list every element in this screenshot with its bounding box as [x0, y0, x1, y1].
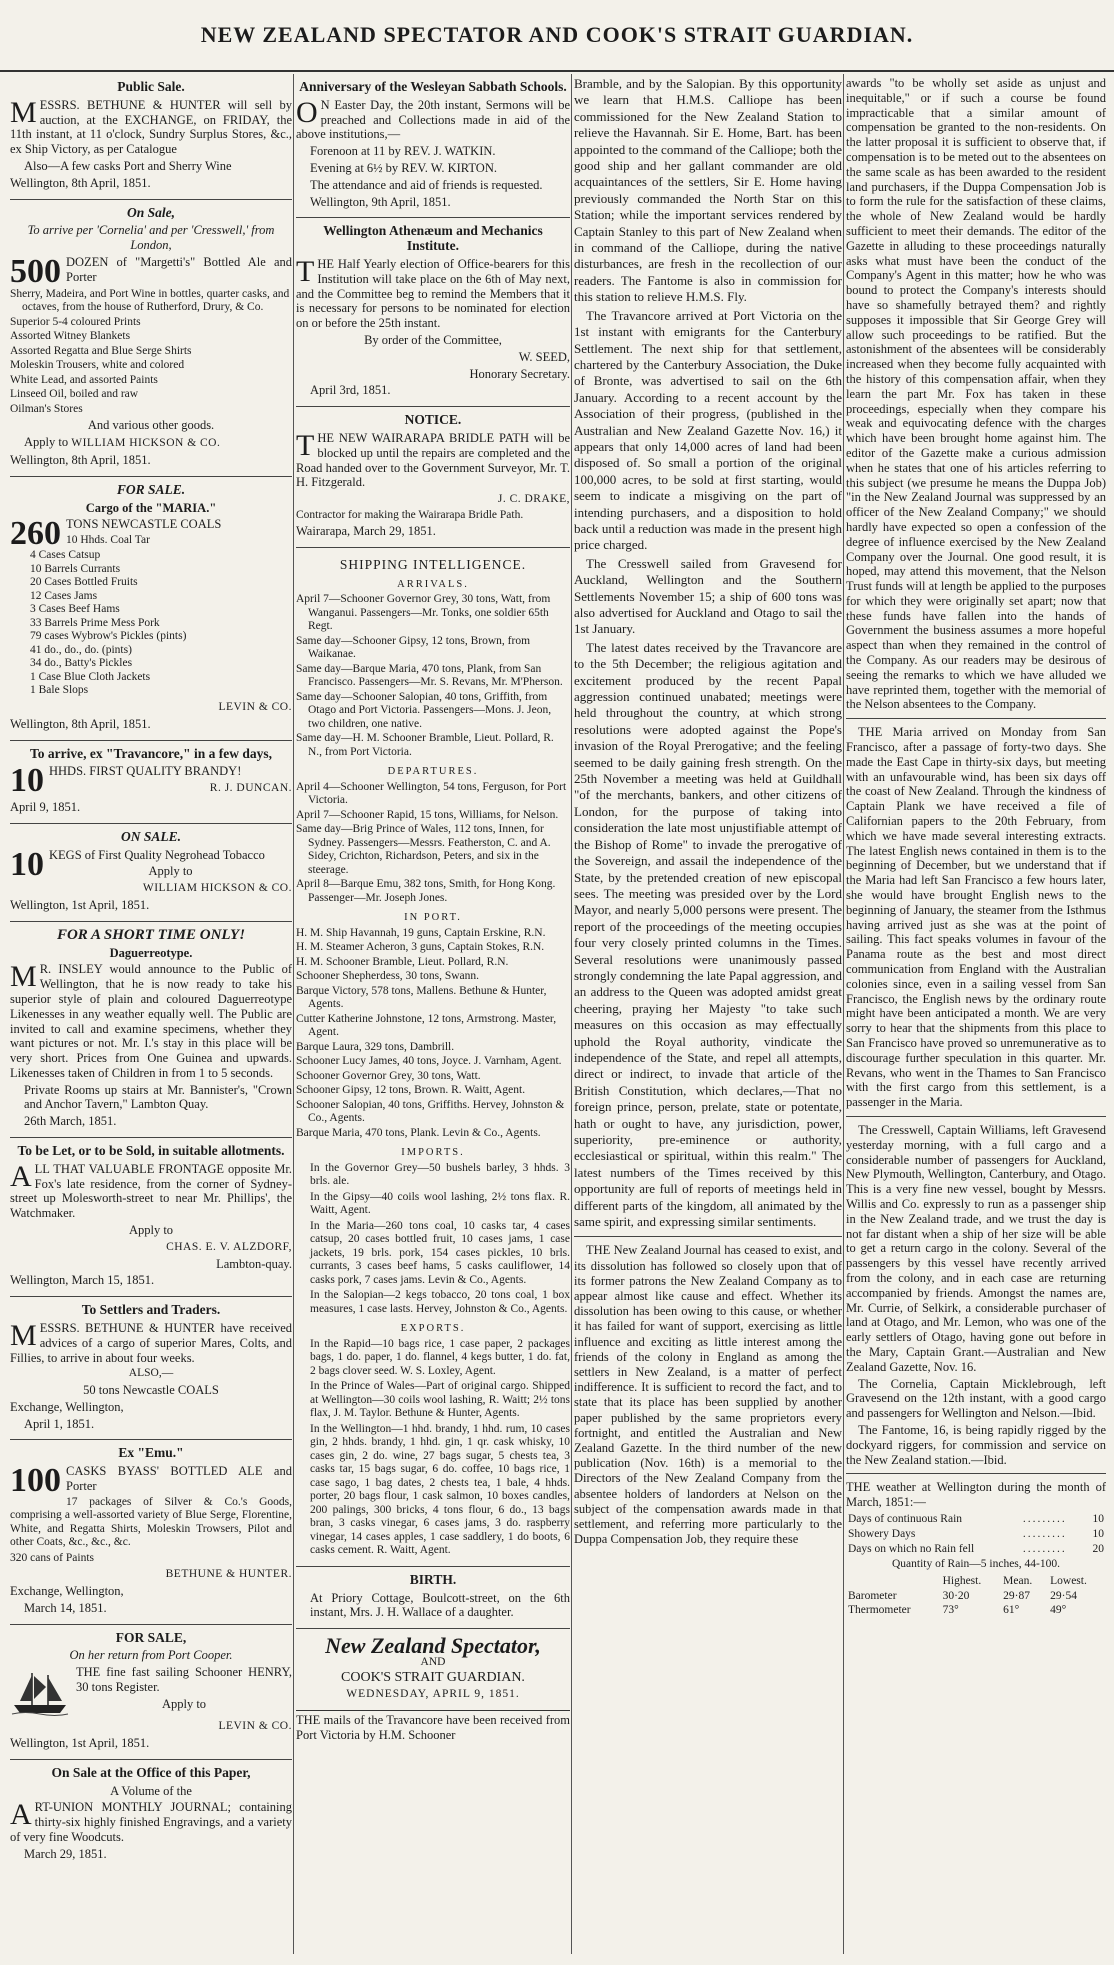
- ad-date: Wellington, 8th April, 1851.: [10, 716, 151, 731]
- ad-date: Wellington, 8th April, 1851.: [10, 453, 151, 468]
- ad-maria-cargo: [10, 477, 292, 741]
- apply-label: Apply to: [128, 1223, 174, 1238]
- shipping-entry: April 8—Barque Emu, 382 tons, Smith, for Hong Kong. Passenger—Mr. Joseph Jones.: [296, 878, 556, 904]
- ad-title: On Sale at the Office of this Paper,: [51, 1764, 251, 1780]
- agent-name: WILLIAM HICKSON & CO.: [142, 882, 292, 895]
- agent-address: Lambton-quay.: [216, 1256, 292, 1271]
- list-item: Superior 5-4 coloured Prints: [10, 315, 141, 328]
- agent-name: CHAS. E. V. ALZDORF,: [166, 1240, 292, 1253]
- shipping-entry: Schooner Salopian, 40 tons, Griffiths. Hervey, Johnston & Co., Agents.: [296, 1098, 565, 1125]
- divider: [846, 1116, 1106, 1117]
- ad-body: THE fine fast sailing Schooner HENRY, 30 tons Register.: [76, 1665, 292, 1694]
- shipping-entry: April 7—Schooner Rapid, 15 tons, Williams, for Nelson.: [296, 808, 559, 821]
- nameplate: [296, 1629, 570, 1711]
- editorial-text: THE mails of the Travancore have been received from Port Victoria by H.M. Schooner: [296, 1712, 570, 1742]
- ad-title: FOR A SHORT TIME ONLY!: [56, 926, 246, 943]
- divider: [846, 1473, 1106, 1474]
- ad-schooner-henry: [10, 1625, 292, 1760]
- shipping-entry: In the Governor Grey—50 bushels barley, 3 hhds. 3 brls. ale.: [310, 1161, 570, 1188]
- divider: [846, 718, 1106, 719]
- agent-name: R. J. DUNCAN.: [209, 782, 292, 795]
- editorial-text: The Cornelia, Captain Micklebrough, left Gravesend on the 12th instant, with a good cargo and passengers for Wellington and Nelson.—Ibid.: [846, 1376, 1106, 1421]
- column-rule: [571, 74, 572, 1954]
- column-header: Lowest.: [1050, 1574, 1087, 1587]
- weather-label: Days on which no Rain fell: [848, 1542, 975, 1555]
- weather-label: Showery Days: [848, 1527, 916, 1540]
- divider: [574, 1236, 842, 1237]
- reading-value: 49°: [1050, 1604, 1067, 1617]
- dropcap: M: [10, 95, 37, 129]
- ad-body: At Priory Cottage, Boulcott-street, on the 6th instant, Mrs. J. H. Wallace of a daughter.: [310, 1590, 570, 1620]
- list-item: 1 Case Blue Cloth Jackets: [30, 670, 151, 683]
- ad-subtitle: Daguerreotype.: [109, 945, 193, 960]
- ad-title: Public Sale.: [117, 79, 185, 94]
- dropcap: A: [10, 1798, 32, 1832]
- item-list: [10, 288, 292, 417]
- nameplate-subtitle: COOK'S STRAIT GUARDIAN.: [341, 1670, 525, 1686]
- shipping-entry: Schooner Shepherdess, 30 tons, Swann.: [296, 970, 480, 983]
- issue-date: WEDNESDAY, APRIL 9, 1851.: [346, 1688, 520, 1701]
- ad-public-sale: [10, 74, 292, 200]
- list-item: 10 Barrels Currants: [30, 562, 121, 575]
- ad-art-union: [10, 1760, 292, 1870]
- ad-title: BIRTH.: [409, 1571, 457, 1587]
- reading-value: 29·54: [1050, 1589, 1077, 1602]
- ad-note: 50 tons Newcastle COALS: [83, 1382, 219, 1397]
- list-item: White Lead, and assorted Paints: [10, 373, 158, 386]
- table-row: [846, 1603, 1106, 1618]
- column-rule: [293, 74, 294, 1954]
- editorial-text: The Travancore arrived at Port Victoria on the 1st instant with emigrants for the Canterbury Settlement. The next ship for that settlement, chartered by the Canterbury Association, the Duke of Bronte, was advertised to sail on the 6th January. According to a recent account by the Association of their progress, (published in the Australian and New Zealand Gazette Nov. 16,) it appears that only 14,000 acres of land had been disposed of. So small a portion of the original 100,000 acres, to be sold at first starting, would seem to indicate a misgiving on the part of intending purchasers, and a disposition to hold back until a reduction was made in the present high price charged.: [574, 307, 842, 553]
- list-item: 1 Bale Slops: [30, 684, 89, 697]
- weather-intro: THE weather at Wellington during the month of March, 1851:—: [846, 1480, 1106, 1510]
- editorial-text: Bramble, and by the Salopian. By this opportunity we learn that H.M.S. Calliope has been commissioned for the New Zealand Station to relieve the Havannah. Sir E. Home, Bart. has been appointed to the command of the Calliope; both the good ship and her gallant commander are old acquaintances of the settlers, Sir E. Home having previously commanded the North Star on this Station; while the important services rendered by Captain Stanley to this part of New Zealand when in command of the Calliope, during the native disturbances, are fresh in the recollection of our readers. The Fantome is also in commission for this station to relieve H.M.S. Fly.: [574, 76, 842, 305]
- ad-date: March 29, 1851.: [24, 1846, 107, 1861]
- ad-lead: TONS NEWCASTLE COALS: [66, 517, 222, 532]
- shipping-entry: Schooner Gipsy, 12 tons, Brown. R. Waitt, Agent.: [296, 1084, 526, 1097]
- editorial-text: The Cresswell, Captain Williams, left Gravesend yesterday morning, with a full cargo and a considerable number of passengers for Auckland, New Plymouth, Wellington, Canterbury, and Otago. This is a very fine new vessel, bought by Messrs. Willis and Co. expressly to run as a passenger ship in the New Zealand trade, and we trust the day is not far distant when a ship of her size will be able to get a return cargo in the colony. Several of the passengers by this vessel have recently arrived from the colony, and in each case are returning accompanied by friends. Amongst the names are, Mr. Currie, of Selkirk, a considerable purchaser of land at Otago, and Mr. Lemon, who was one of the early settlers of Otago, having gone out before in the Mary, Captain Grant.—Australian and New Zealand Gazette, Nov. 16.: [846, 1122, 1106, 1374]
- ad-note: 320 cans of Paints: [10, 1551, 95, 1564]
- weather-days-table: [846, 1512, 1106, 1556]
- column-3: [574, 74, 842, 1954]
- rain-quantity: Quantity of Rain—5 inches, 44-100.: [891, 1558, 1060, 1571]
- ad-title: FOR SALE.: [116, 481, 186, 497]
- reading-value: 29·87: [1003, 1589, 1030, 1602]
- ad-subtitle: Cargo of the "MARIA.": [85, 500, 217, 515]
- signatory-role: Contractor for making the Wairarapa Bridle Path.: [296, 508, 524, 521]
- shipping-entry: April 4—Schooner Wellington, 54 tons, Ferguson, for Port Victoria.: [296, 780, 567, 807]
- weather-value: 10: [1092, 1512, 1104, 1525]
- list-item: Assorted Witney Blankets: [10, 330, 131, 343]
- shipping-entry: H. M. Steamer Acheron, 3 guns, Captain Stokes, R.N.: [296, 941, 545, 954]
- agent-name: WILLIAM HICKSON & CO.: [71, 437, 221, 450]
- ad-title: Wellington Athenæum and Mechanics Institute.: [323, 223, 543, 254]
- ad-on-sale-ale: [10, 200, 292, 477]
- ad-date: March 14, 1851.: [24, 1600, 107, 1615]
- big-number: 500: [10, 252, 61, 290]
- shipping-entry: In the Gipsy—40 coils wool lashing, 2½ tons flax. R. Waitt, Agent.: [310, 1190, 570, 1217]
- dropcap: T: [296, 428, 315, 462]
- list-item: Sherry, Madeira, and Port Wine in bottles, quarter casks, and octaves, from the house of Rutherford, Drury, & Co.: [10, 287, 290, 314]
- agent-name: BETHUNE & HUNTER.: [165, 1568, 292, 1581]
- ad-date: Wellington, 9th April, 1851.: [310, 194, 451, 209]
- table-row: [846, 1589, 1106, 1604]
- editorial-text: awards "to be wholly set aside as unjust and inequitable," or if such a course be found impracticable that a similar amount of compensation be granted to the non-residents. On the latter proposal it is sufficient to observe that, if compensation is to be meted out to the absentees on the same scale as has been awarded to the resident land purchasers, if the Duppa Compensation Job is to form the rule for the satisfaction of these claims, the whole of New Zealand would be hardly sufficient to meet their demands. The editor of the Gazette in alluding to these proceedings naturally asks what must have been the conduct of the Company's Agent in this matter; how he who was bound to protect the Company's interests should have so shamefully betrayed them? and rightly supposes it impossible that Sir George Grey will allow such proceedings to be ratified. But the astonishment of the absentees will be considerably increased when they become fully acquainted with the history of this compensation affair, when they learn the part Mr. Fox has taken in these proceedings, especially when they compare his weak and equivocating defence with the charges which have been brought home against him. The editor of the Gazette make a curious admission when he states that one of his articles referring to this subject (we presume he means the Duppa Job) "in the New Zealand Journal was suppressed by an officer of the New Zealand Company;" we should hardly have expected so open a confession of the degree of influence exercised by the New Zealand Company over the Journal. One good result, it is hoped, may attend this movement, that the Nelson Trust funds will at length be applied to the purposes for which they were originally set apart; now that these funds have fallen into the hands of Government the business assumes a more hopeful aspect than when they remained in the control of the Company. As our readers may be desirous of seeing the remarks to which we have alluded we have reprinted them, together with the memorial of the Nelson absentees to the Company.: [846, 76, 1106, 712]
- weather-readings-table: [846, 1574, 1106, 1618]
- ad-title: Ex "Emu.": [118, 1445, 184, 1461]
- ad-daguerreotype: [10, 922, 292, 1138]
- ad-date: April 3rd, 1851.: [310, 383, 391, 398]
- masthead: NEW ZEALAND SPECTATOR AND COOK'S STRAIT GUARDIAN.: [0, 0, 1114, 72]
- shipping-entry: Schooner Lucy James, 40 tons, Joyce. J. Varnham, Agent.: [296, 1055, 562, 1068]
- signatory-role: Honorary Secretary.: [469, 366, 570, 381]
- ad-body: LL THAT VALUABLE FRONTAGE opposite Mr. Fox's late residence, from the corner of Sydney-street up Molesworth-street to near Mr. Phillips', the Watchmaker.: [10, 1161, 292, 1221]
- list-item: 12 Cases Jams: [30, 589, 98, 602]
- ad-settlers: [10, 1297, 292, 1440]
- signatory: J. C. DRAKE,: [497, 493, 570, 506]
- reading-value: 30·20: [942, 1589, 970, 1602]
- ad-title: To be Let, or to be Sold, in suitable allotments.: [17, 1143, 285, 1159]
- ad-note: By order of the Committee,: [364, 332, 502, 347]
- shipping-entry: Same day—Schooner Salopian, 40 tons, Griffith, from Otago and Port Victoria. Passengers—Mons. J. Jeon, two children, one native.: [296, 690, 552, 730]
- shipping-entry: Cutter Katherine Johnstone, 12 tons, Armstrong. Master, Agent.: [296, 1012, 557, 1039]
- list-item: Linseed Oil, boiled and raw: [10, 388, 139, 401]
- ad-subtitle: On her return from Port Cooper.: [69, 1648, 233, 1663]
- ad-date: Wellington, 8th April, 1851.: [10, 175, 151, 190]
- sailing-ship-icon: [10, 1667, 70, 1717]
- weather-report: [846, 1480, 1106, 1618]
- ad-title: To Settlers and Traders.: [81, 1302, 221, 1318]
- dropcap: O: [296, 95, 318, 129]
- subsection-title: IMPORTS.: [401, 1147, 465, 1159]
- dropcap: M: [10, 1319, 37, 1353]
- list-item: 10 Hhds. Coal Tar: [66, 534, 150, 547]
- shipping-entry: H. M. Schooner Bramble, Lieut. Pollard, R.N.: [296, 955, 509, 968]
- ad-date: 26th March, 1851.: [24, 1114, 117, 1129]
- big-number: 10: [10, 845, 44, 883]
- editorial-text: THE New Zealand Journal has ceased to exist, and its dissolution has followed so closely upon that of its former patrons the New Zealand Company as to appear almost like cause and effect. Whether its dissolution has been owing to this cause, or whether it has failed for want of support, exercising as little influence and exciting as little interest among the friends of the colony in England as among the settlers in New Zealand, is a matter of perfect indifference. It is sufficient to record the fact, and to state that its place has been supplied by another paper published by the same proprietors every fortnight, and entitled the Australian and New Zealand Gazette. In the third number of the new publication (Nov. 16th) is a memorial to the Directors of the New Zealand Company from the absentee holders of landorders at Nelson on the subject of the compensation awards made in that settlement, and referring more particularly to the Duppa Compensation Job, they require these: [574, 1243, 842, 1547]
- ad-body: N Easter Day, the 20th instant, Sermons will be preached and Collections made in aid of the above institutions,—: [296, 97, 570, 142]
- shipping-entry: In the Wellington—1 hhd. brandy, 1 hhd. rum, 10 cases gin, 2 hhds. brandy, 1 hhd. gin, 1 qr. cask whisky, 10 cases gin, 2 do. wine, 27 bags sugar, 5 chests tea, 3 casks tar, 15 bags sugar, 6 do. coffee, 10 bags rice, 1 case sago, 1 bag dates, 2 chests tea, 1 bale, 4 hhds. porter, 20 bags flour, 1 cask salmon, 10 boxes candles, 200 palings, 300 bricks, 4 tons flour, 6 do., 13 bags bran, 3 casks vinegar, 6 cases jams, 3 do. raspberry vinegar, 14 cases apples, 1 case saddlery, 1 do boots, 6 casks cement. R. Waitt, Agent.: [310, 1422, 570, 1557]
- shipping-entry: Same day—Brig Prince of Wales, 112 tons, Innen, for Sydney. Passengers—Messrs. Featherston, C. and A. Sidey, Crichton, Richardson, Peters, and six in the steerage.: [296, 823, 551, 876]
- ad-body: ESSRS. BETHUNE & HUNTER have received advices of a cargo of superior Mares, Colts, and Fillies, to arrive in about four weeks.: [10, 1321, 292, 1365]
- shipping-entry: Barque Victory, 578 tons, Mallens. Bethune & Hunter, Agents.: [296, 984, 547, 1011]
- column-4: [846, 74, 1106, 1954]
- shipping-entry: In the Rapid—10 bags rice, 1 case paper, 2 packages bags, 1 do. paper, 1 do. flannel, 4 kegs butter, 1 do. fat, 2 bags clover seed. W. S. Loxley, Agent.: [310, 1337, 570, 1377]
- reading-value: 61°: [1003, 1604, 1020, 1617]
- list-item: 4 Cases Catsup: [30, 549, 101, 562]
- nameplate-and: AND: [420, 1655, 446, 1668]
- ad-date: April 1, 1851.: [24, 1416, 95, 1431]
- ad-also: ALSO,—: [128, 1367, 174, 1380]
- subsection-title: EXPORTS.: [400, 1323, 466, 1335]
- table-row: Days of continuous Rain ......... 10: [848, 1512, 1104, 1525]
- shipping-entry: April 7—Schooner Governor Grey, 30 tons, Watt, from Wanganui. Passengers—Mr. Tonks, one soldier 65th Regt.: [296, 593, 551, 633]
- ad-date: Wellington, March 15, 1851.: [10, 1273, 155, 1288]
- ad-title: Anniversary of the Wesleyan Sabbath Schools.: [299, 79, 567, 94]
- ad-subtitle: A Volume of the: [110, 1783, 192, 1798]
- apply-label: Apply to: [148, 864, 193, 879]
- list-item: 79 cases Wybrow's Pickles (pints): [30, 630, 187, 643]
- ad-wesleyan: [296, 74, 570, 218]
- list-item: Assorted Regatta and Blue Serge Shirts: [10, 344, 192, 357]
- editorial-text: THE Maria arrived on Monday from San Francisco, after a passage of forty-two days. She made the East Cape in thirty-six days, but meeting with an unfavourable wind, has been six days off the coast of New Zealand. Through the kindness of Captain Plank we have received a file of Californian papers to the 20th February, from which we have made several interesting extracts. The latest English news contained in them is to the beginning of December, but we understand that if the Maria had left San Francisco a few hours later, she would have brought English news to the beginning of January, the steamer from the Isthmus having arrived just as she was at the point of sailing. This fact speaks volumes in favour of the Panama route as the best and most direct communication from England with the Australian colonies since, even in a sailing vessel from San Francisco, the English news by the ordinary route might have been anticipated a month. We are very sorry to hear that the shipments from this place to San Francisco have proved so unremunerative as to discourage further speculation in this quarter. Mr. Revans, who went in the Thames to San Francisco with the first cargo from this settlement, is a passenger in the Maria.: [846, 725, 1106, 1110]
- shipping-entry: Same day—H. M. Schooner Bramble, Lieut. Pollard, R. N., from Port Victoria.: [296, 732, 554, 758]
- ad-body: HE NEW WAIRARAPA BRIDLE PATH will be blocked up until the repairs are completed and the Road handed over to the Government Surveyor, Mr. T. H. Fitzgerald.: [296, 430, 570, 490]
- list-item: 3 Cases Beef Hams: [30, 603, 120, 616]
- ad-also: Also—A few casks Port and Sherry Wine: [24, 158, 232, 173]
- subsection-title: IN PORT.: [404, 912, 462, 924]
- ad-date: Wellington, 1st April, 1851.: [10, 1736, 150, 1750]
- ad-body: RT-UNION MONTHLY JOURNAL; containing thirty-six highly finished Engravings, and a variety of very fine Woodcuts.: [10, 1800, 292, 1844]
- column-header: Highest.: [942, 1574, 982, 1587]
- shipping-intelligence: [296, 548, 570, 1567]
- ad-date: Wellington, 1st April, 1851.: [10, 897, 150, 912]
- list-item: 20 Cases Bottled Fruits: [30, 576, 138, 589]
- subsection-title: DEPARTURES.: [387, 766, 479, 778]
- shipping-entry: Barque Laura, 329 tons, Dambrill.: [296, 1040, 455, 1053]
- ad-athenaeum: [296, 218, 570, 407]
- ad-body: HE Half Yearly election of Office-bearers for this Institution will take place on the 6th of May next, and the Committee beg to remind the Members that it is necessary for persons to be nominated for election on or before the 25th instant.: [296, 256, 570, 331]
- editorial-text: The Cresswell sailed from Gravesend for Auckland, Wellington and the Southern Settlements November 15; a ship of 600 tons was also advertised for Auckland and Otago to sail the 1st January.: [574, 555, 842, 637]
- ad-title: To arrive, ex "Travancore," in a few days,: [30, 745, 272, 761]
- ad-place: Exchange, Wellington,: [10, 1584, 124, 1599]
- ad-date: April 9, 1851.: [10, 799, 81, 814]
- ad-brandy: [10, 741, 292, 824]
- column-header: Mean.: [1003, 1574, 1033, 1587]
- item-list: [10, 534, 292, 698]
- ad-body: 17 packages of Silver & Co.'s Goods, comprising a well-assorted variety of Blue Serge, Florentine, White, and Regatta Shirts, Moleskin Trowsers, Pilot and other Coats, &c., &c., &c.: [10, 1495, 292, 1549]
- shipping-entry: In the Salopian—2 kegs tobacco, 20 tons coal, 1 box measures, 1 case lasts. Hervey, Johnston & Co., Agents.: [310, 1289, 570, 1315]
- nameplate-title: New Zealand Spectator,: [325, 1633, 541, 1659]
- list-item: Oilman's Stores: [10, 402, 83, 415]
- ad-lead: HHDS. FIRST QUALITY BRANDY!: [49, 764, 242, 779]
- big-number: 100: [10, 1462, 61, 1500]
- shipping-entry: Same day—Schooner Gipsy, 12 tons, Brown, from Waikanae.: [296, 634, 531, 661]
- reading-label: Barometer: [848, 1589, 897, 1602]
- list-item: 41 do., do., do. (pints): [30, 643, 132, 656]
- big-number: 10: [10, 762, 44, 800]
- ad-notice: [296, 407, 570, 548]
- apply-label: Apply to: [161, 1696, 207, 1711]
- agent-name: LEVIN & CO.: [218, 700, 292, 713]
- signatory: W. SEED,: [518, 349, 570, 364]
- table-row: Days on which no Rain fell ......... 20: [848, 1542, 1104, 1555]
- dropcap: M: [10, 960, 37, 994]
- ad-title: On Sale,: [126, 204, 175, 220]
- editorial-text: The Fantome, 16, is being rapidly rigged by the dockyard riggers, for commission and service on the New Zealand station.—Ibid.: [846, 1422, 1106, 1467]
- ad-place: Exchange, Wellington,: [10, 1399, 124, 1414]
- ad-tobacco: [10, 824, 292, 922]
- ad-title: NOTICE.: [404, 412, 462, 428]
- ad-lead: DOZEN of "Margetti's" Bottled Ale and Porter: [66, 254, 292, 284]
- ad-subtitle: To arrive per 'Cornelia' and per 'Cresswell,' from London,: [27, 223, 275, 253]
- list-item: Moleskin Trousers, white and colored: [10, 359, 185, 372]
- editorial-text: The latest dates received by the Travancore are to the 5th December; the religious agitation and excitement produced by the recent Papal aggression continued unabated; meetings were held throughout the country, at which strong resolutions were adopted against the Pope's invasion of the Royal Prerogative; and the feeling seemed to be daily gaining fresh strength. On the 25th November a meeting was held at Guildhall "of the merchants, bankers, and other citizens of London, for the purpose of taking into consideration the late most unjustifiable attempt of the Bishop of Rome" to invade the prerogative of the Sovereign, and assail the independence of the State, by the pretended creation of new episcopal sees. The meeting was presided over by the Lord Mayor, and nearly 5,000 persons were present. The report of the proceedings of the meeting occupies four very closely printed columns in the Times. Several resolutions were unanimously passed strongly condemning the late Papal aggression, and an address to the Queen was adopted amidst great cheering, praying her Majesty "to take such measures on this occasion as may effectually uphold the Royal authority, vindicate the independence of the State, and repel all attempts, direct or indirect, to invade that article of the British Constitution, which declares,—That no foreign prince, person, prelate, state or potentate, hath or ought to have, any jurisdiction, power, superiority, pre-eminence or authority, ecclesiastical or spiritual, within this realm." The latest numbers of the Times received by this opportunity are full of reports of meetings held in different parts of the kingdom, all animated by the same spirit, and expressing similar sentiments.: [574, 639, 842, 1230]
- weather-value: 20: [1092, 1542, 1104, 1555]
- shipping-entry: In the Maria—260 tons coal, 10 casks tar, 4 cases catsup, 20 cases bottled fruit, 10 cases jams, 1 case jackets, 19 brls. pork, 154 cases pickles, 10 brls. currants, 3 cases beef hams, 5 casks cauliflower, 14 casks pork, 7 cases jams. Levin & Co., Agents.: [310, 1219, 570, 1286]
- shipping-entry: H. M. Ship Havannah, 19 guns, Captain Erskine, R.N.: [296, 926, 546, 939]
- column-1: [10, 74, 292, 1954]
- ad-body: R. INSLEY would announce to the Public of Wellington, that he is now ready to take his superior style of plain and coloured Daguerreotype Likenesses in any weather equally well. The Public are invited to call and examine specimens, whether they want pictures or not. Mr. I.'s stay in this place will be very short. Prices from One Guinea and upwards. Likenesses taken of Children in from 1 to 5 seconds.: [10, 962, 292, 1080]
- ad-date: Wairarapa, March 29, 1851.: [296, 524, 436, 539]
- shipping-entry: Same day—Barque Maria, 470 tons, Plank, from San Francisco. Passengers—Mr. S. Revans, Mr. M'Pherson.: [296, 662, 563, 689]
- ad-title: FOR SALE,: [115, 1629, 187, 1645]
- dropcap: T: [296, 254, 315, 288]
- agent-name: LEVIN & CO.: [218, 1720, 292, 1733]
- sermon-time: Forenoon at 11 by REV. J. WATKIN.: [310, 144, 496, 159]
- ad-allotments: [10, 1138, 292, 1297]
- subsection-title: ARRIVALS.: [397, 578, 469, 590]
- ad-note: The attendance and aid of friends is requested.: [310, 177, 543, 192]
- sermon-time: Evening at 6½ by REV. W. KIRTON.: [310, 160, 497, 175]
- table-header-row: [846, 1574, 1106, 1589]
- weather-value: 10: [1092, 1527, 1104, 1540]
- ad-emu: [10, 1440, 292, 1624]
- ad-note: Private Rooms up stairs at Mr. Bannister's, "Crown and Anchor Tavern," Lambton Quay.: [24, 1082, 292, 1112]
- column-2: [296, 74, 570, 1954]
- reading-value: 73°: [942, 1604, 959, 1617]
- birth-notice: [296, 1567, 570, 1629]
- shipping-entry: Barque Maria, 470 tons, Plank. Levin & Co., Agents.: [296, 1126, 541, 1139]
- dropcap: A: [10, 1159, 32, 1193]
- weather-label: Days of continuous Rain: [848, 1512, 963, 1525]
- big-number: 260: [10, 515, 61, 553]
- ad-lead: CASKS BYASS' BOTTLED ALE and Porter: [66, 1464, 292, 1493]
- shipping-entry: In the Prince of Wales—Part of original cargo. Shipped at Wellington—30 coils wool lashing, R. Waitt; 2½ tons flax, J. M. Taylor. Bethune & Hunter, Agents.: [310, 1380, 570, 1420]
- table-row: Showery Days ......... 10: [848, 1527, 1104, 1540]
- list-item: 34 do., Batty's Pickles: [30, 657, 133, 670]
- reading-label: Thermometer: [848, 1604, 911, 1617]
- ad-lead: KEGS of First Quality Negrohead Tobacco: [49, 847, 265, 862]
- column-rule: [843, 74, 844, 1954]
- list-item: 33 Barrels Prime Mess Pork: [30, 616, 160, 629]
- ad-note: And various other goods.: [87, 418, 215, 433]
- apply-label: Apply to: [24, 435, 69, 450]
- ad-title: ON SALE.: [120, 828, 181, 844]
- ad-body: ESSRS. BETHUNE & HUNTER will sell by auction, at the EXCHANGE, on FRIDAY, the 11th instant, at 11 o'clock, Sundry Surplus Stores, &c., ex Ship Victory, as per Catalogue: [10, 97, 292, 157]
- section-title: SHIPPING INTELLIGENCE.: [339, 557, 527, 573]
- shipping-entry: Schooner Governor Grey, 30 tons, Watt.: [296, 1069, 481, 1082]
